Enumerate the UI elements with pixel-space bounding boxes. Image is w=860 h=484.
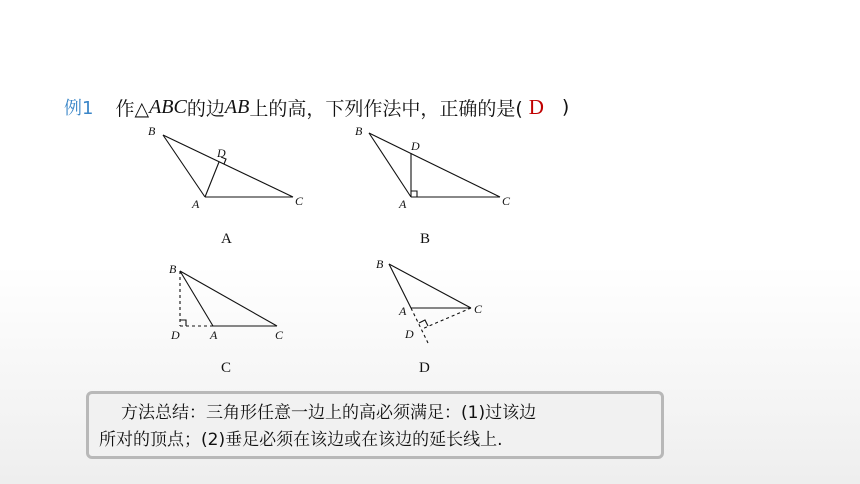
fig-b-side-bc xyxy=(369,133,500,197)
fig-a-point-b: B xyxy=(148,124,156,138)
fig-d-altitude-dashed xyxy=(422,308,471,329)
question-prefix: 作△ xyxy=(115,97,150,120)
fig-a-point-a: A xyxy=(192,197,200,211)
answer-choice: D xyxy=(528,94,544,119)
fig-a-side-bc xyxy=(163,135,293,197)
fig-b-right-angle xyxy=(411,191,417,197)
question-mid2: 上的高，下列作法中，正确的是( xyxy=(249,97,523,120)
example-label: 例1 xyxy=(64,98,94,119)
question-suffix: ) xyxy=(561,96,570,118)
figure-b xyxy=(369,133,500,197)
fig-c-point-a: A xyxy=(210,328,218,342)
fig-a-side-ba xyxy=(163,135,205,197)
fig-d-point-d: D xyxy=(405,327,414,341)
question-mid1: 的边 xyxy=(186,97,225,120)
fig-d-point-b: B xyxy=(376,257,384,271)
figure-a xyxy=(163,135,293,197)
fig-b-point-b: B xyxy=(355,124,363,138)
fig-c-side-ba xyxy=(180,271,213,326)
fig-c-caption: C xyxy=(221,360,232,376)
fig-b-point-c: C xyxy=(502,194,511,208)
fig-d-point-c: C xyxy=(474,302,483,316)
fig-c-point-c: C xyxy=(275,328,284,342)
fig-c-side-bc xyxy=(180,271,277,326)
method-summary-box xyxy=(86,391,664,459)
triangle-name: ABC xyxy=(149,95,187,118)
fig-d-point-a: A xyxy=(399,304,407,318)
fig-c-point-b: B xyxy=(169,262,177,276)
fig-a-caption: A xyxy=(221,231,232,247)
summary-line-1: 方法总结：三角形任意一边上的高必须满足：(1)过该边 xyxy=(121,403,537,423)
fig-d-side-bc xyxy=(389,264,471,308)
fig-b-caption: B xyxy=(420,231,431,247)
side-name: AB xyxy=(224,95,250,118)
fig-b-point-d: D xyxy=(411,139,420,153)
summary-line-2: 所对的顶点；(2)垂足必须在该边或在该边的延长线上. xyxy=(99,430,503,450)
fig-a-point-d: D xyxy=(217,146,226,160)
fig-b-point-a: A xyxy=(399,197,407,211)
fig-a-altitude xyxy=(205,162,219,197)
fig-d-right-angle xyxy=(419,320,428,326)
fig-d-side-ba xyxy=(389,264,411,308)
figure-c xyxy=(180,271,277,326)
fig-d-caption: D xyxy=(419,360,430,376)
fig-c-right-angle xyxy=(180,320,186,326)
fig-b-side-ba xyxy=(369,133,411,197)
fig-c-point-d: D xyxy=(171,328,180,342)
fig-a-point-c: C xyxy=(295,194,304,208)
